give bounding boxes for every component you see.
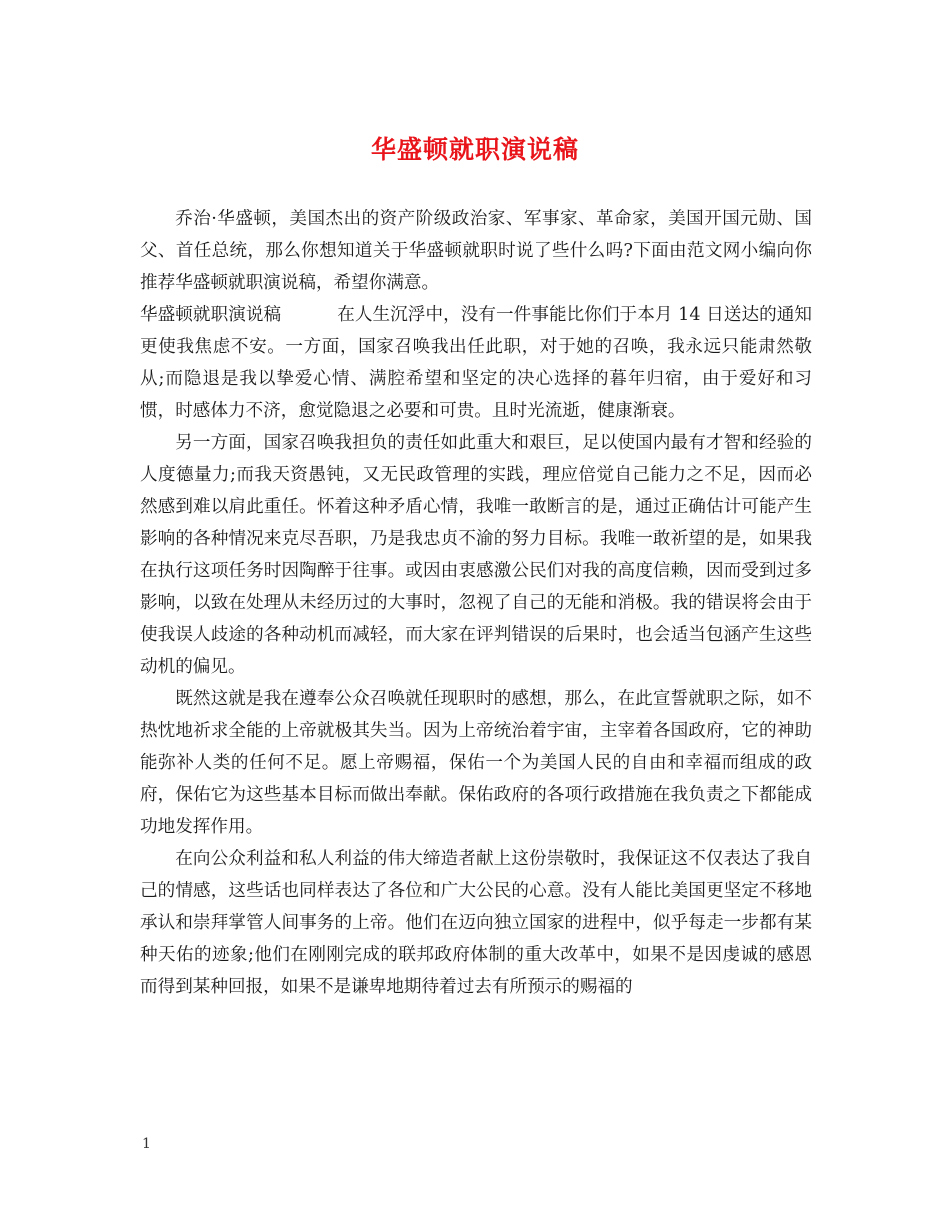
document-title: 华盛顿就职演说稿 [370,135,579,164]
paragraph-3: 既然这就是我在遵奉公众召唤就任现职时的感想，那么，在此宣誓就职之际，如不热忱地祈求全能的上帝就极其失当。因为上帝统治着宇宙，主宰着各国政府，它的神助能弥补人类的任何不足。愿上帝赐福，保佑一个为美国人民的自由和幸福而组成的政府，保佑它为这些基本目标而做出奉献。保佑政府的各项行政措施在我负责之下都能成功地发挥作用。 [140,689,812,837]
paragraph-1-text: 在人生沉浮中，没有一件事能比你们于本月 14 日送达的通知更使我焦虑不安。一方面，国家召唤我出任此职，对于她的召唤，我永远只能肃然敬从;而隐退是我以挚爱心情、满腔希望和坚定的决心选择的暮年归宿，由于爱好和习惯，时感体力不济，愈觉隐退之必要和可贵。且时光流逝，健康渐衰。 [140,305,812,421]
first-paragraph [140,299,812,427]
intro-paragraph: 乔治·华盛顿，美国杰出的资产阶级政治家、军事家、革命家，美国开国元勋、国父、首任总统，那么你想知道关于华盛顿就职时说了些什么吗?下面由范文网小编向你推荐华盛顿就职演说稿，希望你满意。 [140,209,812,293]
page-number: 1 [142,1136,151,1152]
paragraph-2: 另一方面，国家召唤我担负的责任如此重大和艰巨，足以使国内最有才智和经验的人度德量力;而我天资愚钝，又无民政管理的实践，理应倍觉自己能力之不足，因而必然感到难以肩此重任。怀着这种矛盾心情，我唯一敢断言的是，通过正确估计可能产生影响的各种情况来克尽吾职，乃是我忠贞不渝的努力目标。我唯一敢祈望的是，如果我在执行这项任务时因陶醉于往事。或因由衷感激公民们对我的高度信赖，因而受到过多影响，以致在处理从未经历过的大事时，忽视了自己的无能和消极。我的错误将会由于使我误人歧途的各种动机而减轻，而大家在评判错误的后果时，也会适当包涵产生这些动机的偏见。 [140,433,812,677]
paragraph-4: 在向公众利益和私人利益的伟大缔造者献上这份崇敬时，我保证这不仅表达了我自己的情感，这些话也同样表达了各位和广大公民的心意。没有人能比美国更坚定不移地承认和崇拜掌管人间事务的上帝。他们在迈向独立国家的进程中，似乎每走一步都有某种天佑的迹象;他们在刚刚完成的联邦政府体制的重大改革中，如果不是因虔诚的感恩而得到某种回报，如果不是谦卑地期待着过去有所预示的赐福的 [140,849,812,997]
subheading: 华盛顿就职演说稿 [140,305,282,325]
document-body [140,203,812,1003]
